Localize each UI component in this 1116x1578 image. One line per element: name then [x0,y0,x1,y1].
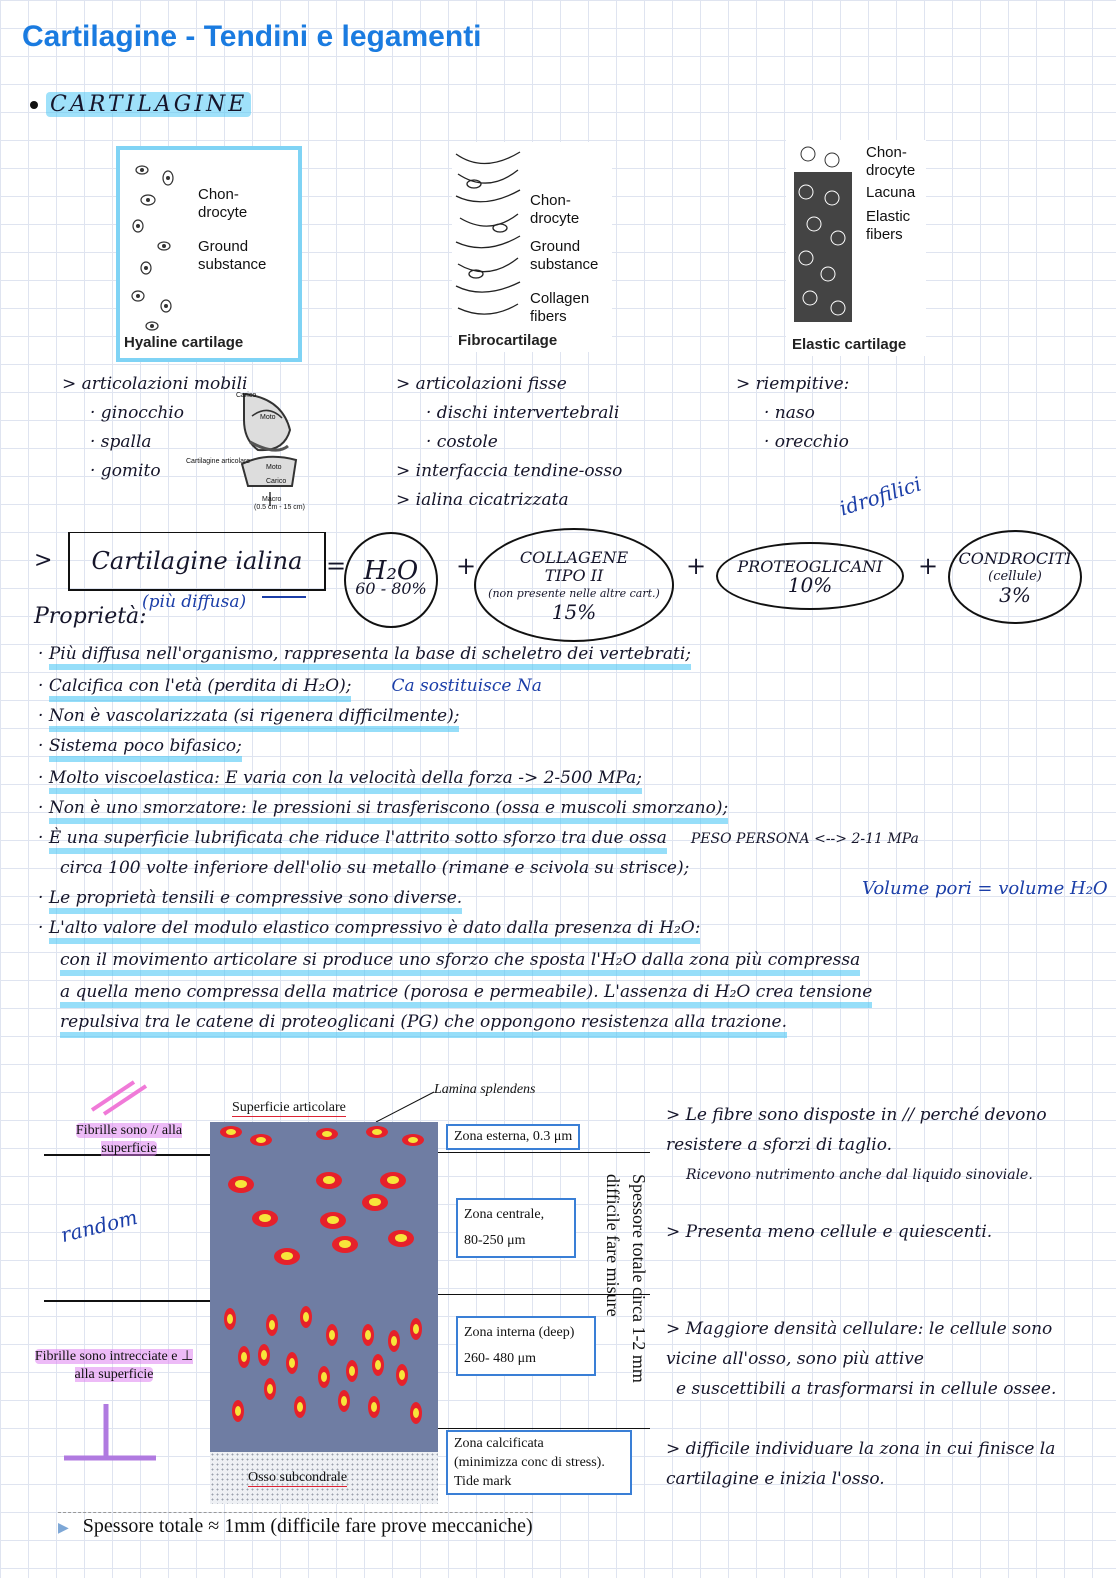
formula-plus-3: + [918,552,939,580]
note-line: · naso [764,403,815,423]
elastic-fibers-illustration [788,142,858,328]
chondrocyte-column [238,1346,250,1368]
fibro-label-ground-2: substance [530,256,599,273]
chondrocyte-value: 3% [999,583,1031,607]
chondrocyte-column [410,1318,422,1340]
property-item: · Non è uno smorzatore: le pressioni si trasferiscono (ossa e muscoli smorzano); [38,798,728,818]
chondrocyte-column [346,1360,358,1382]
property-item: · È una superficie lubrificata che riduce l'attrito sotto sforzo tra due ossa PESO PERSONA <--> 2-11 MPa [38,828,919,848]
intertwined-fibrils-note: Fibrille sono intrecciate e ⊥ alla superficie [34,1349,194,1382]
triangle-bullet-icon: ▶ [58,1521,69,1536]
note-line: > riempitive: [736,374,850,394]
chondrocyte-flat [250,1134,272,1146]
fibro-caption: Fibrocartilage [458,332,558,349]
thickness-label: Spessore totale circa 1-2 mm [629,1174,649,1383]
joint-label-moto-top: Moto [260,414,276,421]
chondrocyte-round [228,1176,254,1193]
outer-zone-label: Zona esterna, 0.3 μm [446,1124,580,1150]
collagen-ellipse [474,528,674,642]
chondrocyte-column [362,1324,374,1346]
chondrocyte-flat [220,1126,242,1138]
chondrocyte-column [286,1352,298,1374]
elastic-label-chondrocyte-1: Chon- [866,144,907,161]
chondrocyte-column [266,1314,278,1336]
formula-arrow: > [34,548,53,573]
calcified-zone-label: Zona calcificata (minimizza conc di stress). Tide mark [446,1430,632,1495]
elastic-label-fibers-1: Elastic [866,208,911,225]
formula-term-note: (più diffusa) [142,592,247,612]
chondrocyte-flat [366,1126,388,1138]
inner-zone-label: Zona interna (deep) 260- 480 μm [456,1316,596,1376]
note-line: > articolazioni fisse [396,374,567,394]
fibro-fibers-illustration [454,144,524,324]
chondrocyte-column [232,1400,244,1422]
formula-equals: = [326,552,347,580]
zone-note-line: > Le fibre sono disposte in // perché devono resistere a sforzi di taglio. [666,1105,1047,1155]
chondrocyte-column [294,1396,306,1418]
hyaline-caption: Hyaline cartilage [124,334,244,351]
joint-label-macro: Macro [262,496,282,503]
note-line: · dischi intervertebrali [426,403,620,423]
parallel-fibrils-note: Fibrille sono // alla superficie [75,1123,183,1156]
note-line: > articolazioni mobili [62,374,248,394]
fibro-label-collagen-2: fibers [530,308,567,325]
zone-note-line: e suscettibili a trasformarsi in cellule ossee. [676,1379,1057,1399]
elastic-panel [786,140,926,356]
chondrocyte-column [318,1366,330,1388]
chondrocyte-note: (cellule) [988,569,1042,584]
total-thickness-note: ▶ Spessore totale ≈ 1mm (difficile fare prove meccaniche) [58,1512,533,1538]
joint-label-carico-bottom: Carico [266,478,287,485]
bullet-dot [30,101,38,109]
hyaline-label-ground-1: Ground [198,238,249,255]
property-item: · Calcifica con l'età (perdita di H₂O); Ca sostituisce Na [38,676,542,696]
note-line: > interfaccia tendine-osso [396,461,623,481]
chondrocyte-column [300,1306,312,1328]
water-name: H₂O [363,556,419,586]
parallel-lines-sketch [84,1076,154,1116]
note-line: · orecchio [764,432,849,452]
zone-notes-inner [666,1314,1106,1404]
thickness-note: difficile fare misure [603,1174,623,1317]
hyaline-label-chondrocyte-2: drocyte [198,204,248,221]
chondrocyte-column [372,1354,384,1376]
formula-term-arrow [262,596,306,598]
hyaline-label-chondrocyte-1: Chon- [198,186,239,203]
fibro-label-ground-1: Ground [530,238,581,255]
chondrocyte-round [332,1236,358,1253]
volume-note: Volume pori = volume H₂O [862,878,1108,899]
elastic-label-lacuna: Lacuna [866,184,916,201]
joint-label-carico-top: Carico [236,392,257,399]
formula-term: Cartilagine ialina [68,532,326,591]
note-line: · ginocchio [90,403,184,423]
proteoglycan-value: 10% [787,573,833,597]
proteoglycan-ellipse [716,542,904,610]
property-item: · L'alto valore del modulo elastico compressivo è dato dalla presenza di H₂O: [38,918,700,938]
collagen-name: COLLAGENE TIPO II [519,548,629,585]
note-line: > ialina cicatrizzata [396,490,569,510]
knee-joint-illustration [186,390,316,514]
chondrocyte-column [396,1364,408,1386]
property-item-continued: repulsiva tra le catene di proteoglicani (PG) che oppongono resistenza alla trazione. [60,1012,787,1032]
pressure-note: PESO PERSONA <--> 2-11 MPa [690,831,919,847]
hyaline-panel [116,146,302,362]
zone-note-calcified: > difficile individuare la zona in cui finisce la cartilagine e inizia l'osso. [666,1439,1056,1489]
formula-plus-2: + [686,552,707,580]
subchondral-bone-label: Osso subcondrale [248,1470,348,1485]
chondrocyte-round [274,1248,300,1265]
note-line: · costole [426,432,498,452]
zone-divider [438,1428,650,1429]
property-item: · Sistema poco bifasico; [38,736,242,756]
chondrocyte-round [380,1172,406,1189]
surface-label: Superficie articolare [232,1100,346,1115]
chondrocyte-column [264,1378,276,1400]
chondrocyte-round [252,1210,278,1227]
perpendicular-sketch [60,1400,160,1464]
chondrocyte-ellipse [948,530,1082,624]
chondrocyte-column [388,1330,400,1352]
collagen-note: (non presente nelle altre cart.) [488,587,660,600]
chondrocyte-round [320,1212,346,1229]
property-item: · Non è vascolarizzata (si rigenera difficilmente); [38,706,459,726]
ca-na-note: Ca sostituisce Na [391,676,542,696]
page-title: Cartilagine - Tendini e legamenti [22,20,482,53]
note-line: · spalla [90,432,152,452]
zone-divider [438,1152,650,1153]
zone-note-central: > Presenta meno cellule e quiescenti. [666,1222,993,1242]
note-line: · gomito [90,461,161,481]
zone-note-line: Ricevono nutrimento anche dal liquido sinoviale. [686,1167,1033,1183]
joint-label-range: (0.5 cm - 15 cm) [254,504,305,511]
property-item-continued: a quella meno compressa della matrice (porosa e permeabile). L'assenza di H₂O crea tensione [60,982,872,1002]
chondrocyte-flat [316,1128,338,1140]
idrofilici-annotation: idrofilici [836,471,925,521]
section-heading [30,92,251,117]
water-ellipse [344,532,438,628]
chondrocyte-round [362,1194,388,1211]
section-label: CARTILAGINE [46,92,251,117]
chondrocyte-round [388,1230,414,1247]
chondrocyte-flat [402,1134,424,1146]
property-item-continued: con il movimento articolare si produce uno sforzo che sposta l'H₂O dalla zona più compressa [60,950,860,970]
hyaline-cells-illustration [124,156,184,336]
zone-divider-left [44,1300,210,1302]
properties-title: Proprietà: [34,604,147,629]
joint-label-moto-bottom: Moto [266,464,282,471]
chondrocyte-column [326,1324,338,1346]
chondrocyte-round [316,1172,342,1189]
collagen-value: 15% [551,600,597,624]
property-item: · Più diffusa nell'organismo, rappresenta la base di scheletro dei vertebrati; [38,644,691,664]
fibro-panel [452,142,612,352]
elastic-label-fibers-2: fibers [866,226,903,243]
property-item: · Le proprietà tensili e compressive sono diverse. [38,888,462,908]
zone-note-line: > Maggiore densità cellulare: le cellule sono vicine all'osso, sono più attive [666,1319,1053,1369]
chondrocyte-column [338,1390,350,1412]
central-zone-label: Zona centrale, 80-250 μm [456,1198,576,1258]
chondrocyte-column [224,1308,236,1330]
fibro-label-chondrocyte-2: drocyte [530,210,580,227]
lamina-label: Lamina splendens [434,1082,536,1097]
formula-plus-1: + [456,552,477,580]
elastic-notes [736,370,849,457]
joint-label-cartilage: Cartilagine articolare [186,458,251,465]
proteoglycan-name: PROTEOGLICANI [737,557,883,576]
property-item-continued: circa 100 volte inferiore dell'olio su metallo (rimane e scivola su strisce); [60,858,690,878]
chondrocyte-name: CONDROCITI [958,549,1072,568]
property-item: · Molto viscoelastica: E varia con la velocità della forza -> 2-500 MPa; [38,768,642,788]
chondrocyte-column [258,1344,270,1366]
chondrocyte-column [410,1402,422,1424]
water-value: 60 - 80% [355,579,427,598]
hyaline-label-ground-2: substance [198,256,267,273]
fibro-label-chondrocyte-1: Chon- [530,192,571,209]
elastic-caption: Elastic cartilage [792,336,907,353]
random-note: random [58,1204,140,1248]
zone-notes-outer [666,1100,1106,1190]
chondrocyte-column [368,1396,380,1418]
fibro-notes [396,370,622,515]
fibro-label-collagen-1: Collagen [530,290,590,307]
elastic-label-chondrocyte-2: drocyte [866,162,916,179]
joint-figure [186,390,316,514]
